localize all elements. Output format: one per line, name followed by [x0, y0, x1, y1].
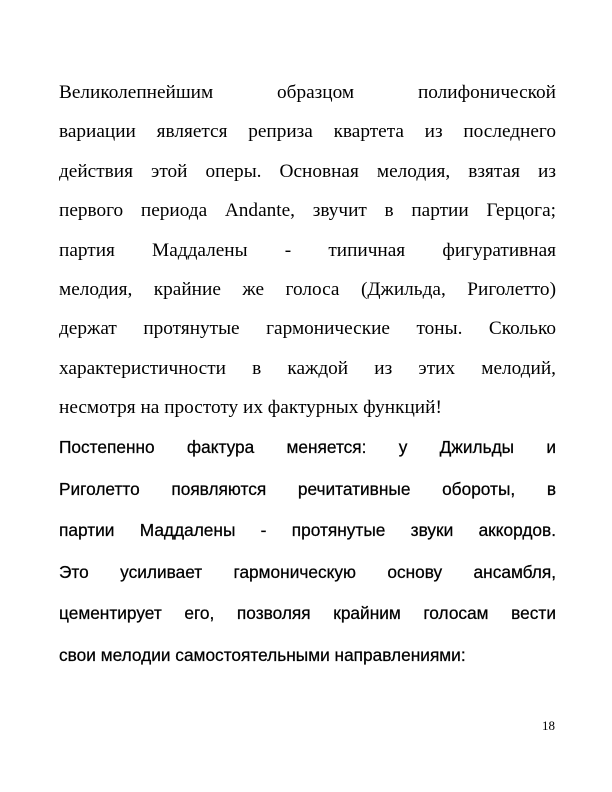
paragraph-1-line: Великолепнейшим образцом полифонической [59, 82, 556, 103]
paragraph-1-line: несмотря на простоту их фактурных функций! [59, 397, 442, 419]
paragraph-1-line: партия Маддалены - типичная фигуративная [59, 239, 556, 261]
paragraph-1-line: вариации является реприза квартета из последнего [59, 121, 556, 143]
paragraph-1-line: действия этой оперы. Основная мелодия, взятая из [59, 160, 556, 182]
paragraph-1 [59, 73, 556, 428]
paragraph-2 [59, 427, 556, 677]
paragraph-2-line: цементирует его, позволяя крайним голосам вести [59, 603, 556, 624]
paragraph-1-line: характеристичности в каждой из этих мелодий, [59, 357, 556, 379]
paragraph-1-line: мелодия, крайние же голоса (Джильда, Риголетто) [59, 279, 556, 301]
paragraph-1-line: первого периода Andante, звучит в партии Герцога; [59, 200, 556, 222]
paragraph-2-line: Постепенно фактура меняется: у Джильды и [59, 437, 556, 457]
paragraph-2-line: партии Маддалены - протянутые звуки аккордов. [59, 520, 556, 541]
page-number: 18 [542, 718, 555, 733]
paragraph-2-line: Это усиливает гармоническую основу ансамбля, [59, 561, 556, 582]
paragraph-2-line: Риголетто появляются речитативные обороты, в [59, 478, 556, 499]
paragraph-1-line: держат протянутые гармонические тоны. Сколько [59, 318, 556, 340]
paragraph-2-line: свои мелодии самостоятельными направлениями: [59, 644, 466, 665]
